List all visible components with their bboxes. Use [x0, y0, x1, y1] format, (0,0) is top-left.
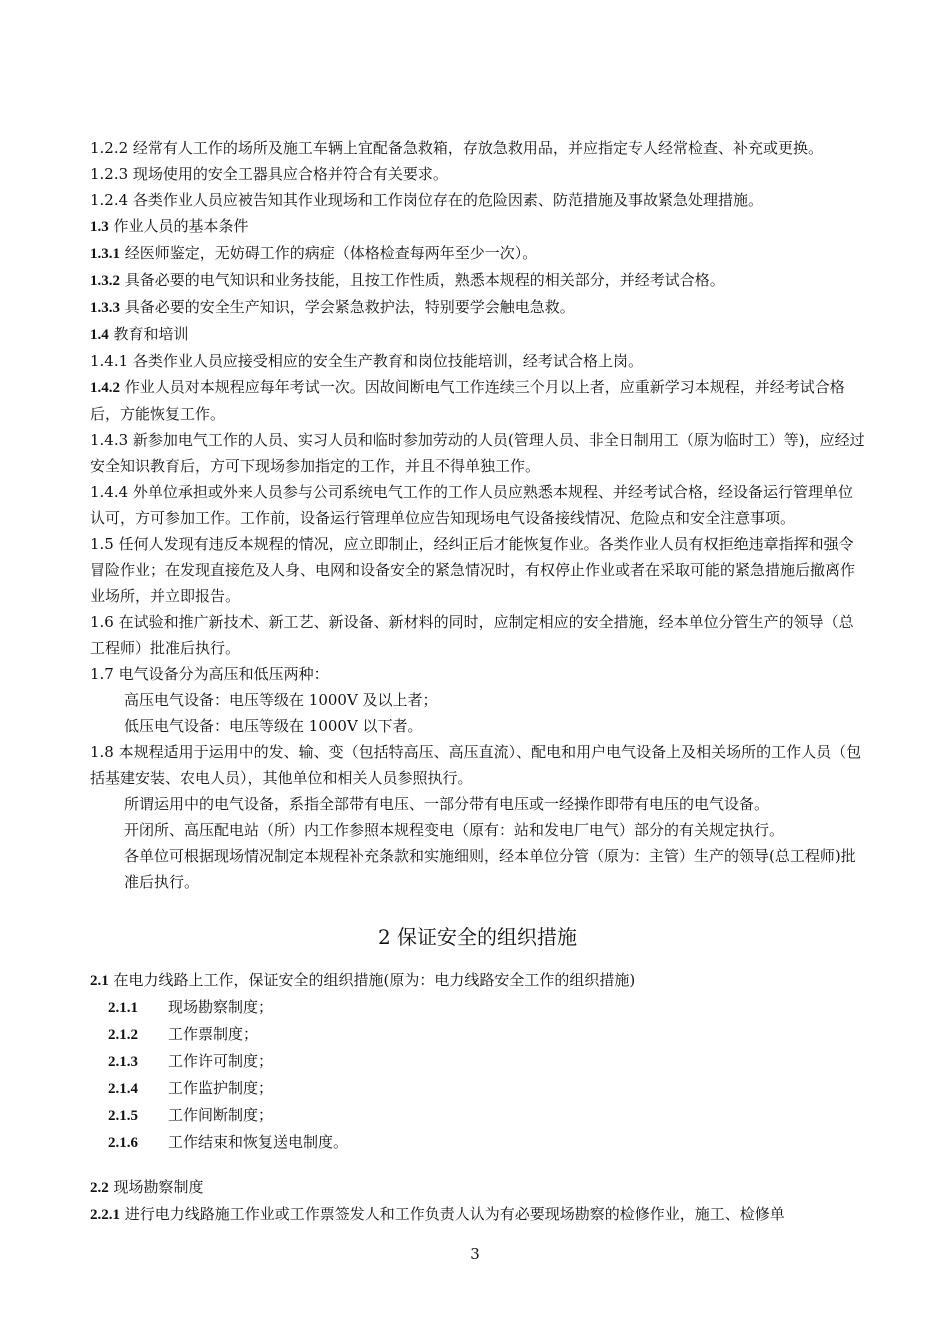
paragraph [90, 791, 865, 817]
section-heading: 2.1 在电力线路上工作，保证安全的组织措施(原为：电力线路安全工作的组织措施) [90, 971, 636, 989]
paragraph [90, 135, 865, 161]
paragraph-text: 所谓运用中的电气设备，系指全部带有电压、一部分带有电压或一经操作即带有电压的电气设备。 [124, 795, 770, 813]
list-item-text: 工作间断制度； [168, 1106, 274, 1124]
paragraph [90, 187, 865, 213]
paragraph-text: 教育和培训 [108, 325, 189, 343]
list-item [90, 1075, 865, 1102]
paragraph [90, 240, 865, 267]
paragraph [90, 817, 865, 843]
paragraph [90, 661, 865, 687]
paragraph-text: 各单位可根据现场情况制定本规程补充条款和实施细则，经本单位分管（原为：主管）生产的领导(总工程师)批准后执行。 [124, 847, 856, 891]
paragraph-text: 1.2.4 各类作业人员应被告知其作业现场和工作岗位存在的危险因素、防范措施及事故紧急处理措施。 [90, 191, 763, 209]
list-item-text: 工作监护制度； [168, 1079, 274, 1097]
paragraph-text: 1.4.1 各类作业人员应接受相应的安全生产教育和岗位技能培训，经考试合格上岗。 [90, 352, 643, 370]
list-item [90, 1021, 865, 1048]
paragraph-text: 高压电气设备：电压等级在 1000V 及以上者； [124, 691, 438, 709]
paragraph [90, 739, 865, 791]
paragraph [90, 479, 865, 531]
paragraph-list [90, 135, 865, 895]
list-item-text: 工作票制度； [168, 1025, 259, 1043]
paragraph-text: 1.2.2 经常有人工作的场所及施工车辆上宜配备急救箱，存放急救用品，并应指定专人经常检查、补充或更换。 [90, 139, 823, 157]
list-item-text: 现场勘察制度； [168, 998, 274, 1016]
paragraph-text: 1.7 电气设备分为高压和低压两种： [90, 665, 329, 683]
clause-number: 1.4.2 [90, 380, 120, 396]
paragraph-text: 作业人员对本规程应每年考试一次。因故间断电气工作连续三个月以上者，应重新学习本规程，并经考试合格后，方能恢复工作。 [90, 378, 845, 423]
paragraph [90, 427, 865, 479]
paragraph [90, 213, 865, 240]
paragraph-text: 具备必要的电气知识和业务技能，且按工作性质，熟悉本规程的相关部分，并经考试合格。 [120, 271, 725, 289]
clause-number: 2.1.3 [108, 1054, 138, 1070]
paragraph [90, 713, 865, 739]
clause-number: 2.1.5 [108, 1108, 138, 1124]
page-number: 3 [470, 1245, 480, 1263]
paragraph [90, 374, 865, 427]
clause-number: 1.3.2 [90, 273, 120, 289]
paragraph [90, 609, 865, 661]
clause-number: 2.1.1 [108, 1000, 138, 1016]
list-item [90, 1102, 865, 1129]
list-item-text: 工作许可制度； [168, 1052, 274, 1070]
paragraph-text: 开闭所、高压配电站（所）内工作参照本规程变电（原有：站和发电厂电气）部分的有关规定执行。 [124, 821, 785, 839]
paragraph: 2.2.1 进行电力线路施工作业或工作票签发人和工作负责人认为有必要现场勘察的检修作业，施工、检修单 [90, 1205, 785, 1223]
paragraph-text: 1.4.4 外单位承担或外来人员参与公司系统电气工作的工作人员应熟悉本规程、并经考试合格，经设备运行管理单位认可，方可参加工作。工作前，设备运行管理单位应告知现场电气设备接线情况、危险点和安全注意事项。 [90, 483, 853, 527]
paragraph [90, 267, 865, 294]
paragraph-text: 作业人员的基本条件 [108, 217, 249, 235]
paragraph-text: 1.5 任何人发现有违反本规程的情况，应立即制止，经纠正后才能恢复作业。各类作业人员有权拒绝违章指挥和强令冒险作业；在发现直接危及人身、电网和设备安全的紧急情况时，有权停止作业或者在采取可能的紧急措施后撤离作业场所，并立即报告。 [90, 535, 856, 605]
list-item [90, 994, 865, 1021]
paragraph [90, 843, 865, 895]
paragraph-text: 1.4.3 新参加电气工作的人员、实习人员和临时参加劳动的人员(管理人员、非全日制用工（原为临时工）等)，应经过安全知识教育后，方可下现场参加指定的工作，并且不得单独工作。 [90, 431, 865, 475]
list-item-text: 工作结束和恢复送电制度。 [168, 1133, 349, 1151]
list-item [90, 1048, 865, 1075]
clause-number: 1.3.3 [90, 300, 120, 316]
list-item [90, 1129, 865, 1156]
paragraph [90, 161, 865, 187]
paragraph [90, 321, 865, 348]
paragraph [90, 687, 865, 713]
paragraph-text: 1.6 在试验和推广新技术、新工艺、新设备、新材料的同时，应制定相应的安全措施，经本单位分管生产的领导（总工程师）批准后执行。 [90, 613, 854, 657]
section-heading: 2.2 现场勘察制度 [90, 1178, 204, 1196]
clause-number: 2.1.2 [108, 1027, 138, 1043]
sub-item-list [90, 994, 865, 1156]
clause-number: 1.4 [90, 327, 109, 343]
chapter-title: 2 保证安全的组织措施 [377, 925, 578, 949]
clause-number: 2.1.6 [108, 1135, 138, 1151]
paragraph-text: 1.8 本规程适用于运用中的发、输、变（包括特高压、高压直流）、配电和用户电气设备上及相关场所的工作人员（包括基建安装、农电人员），其他单位和相关人员参照执行。 [90, 743, 862, 787]
paragraph-text: 经医师鉴定，无妨碍工作的病症（体格检查每两年至少一次）。 [120, 244, 538, 262]
clause-number: 2.1.4 [108, 1081, 138, 1097]
paragraph-text: 1.2.3 现场使用的安全工器具应合格并符合有关要求。 [90, 165, 448, 183]
document-body [90, 135, 865, 1228]
paragraph-text: 低压电气设备：电压等级在 1000V 以下者。 [124, 717, 423, 735]
clause-number: 1.3 [90, 219, 109, 235]
paragraph [90, 531, 865, 609]
clause-number: 1.3.1 [90, 246, 120, 262]
paragraph [90, 348, 865, 374]
paragraph-text: 具备必要的安全生产知识，学会紧急救护法，特别要学会触电急救。 [120, 298, 575, 316]
paragraph [90, 294, 865, 321]
